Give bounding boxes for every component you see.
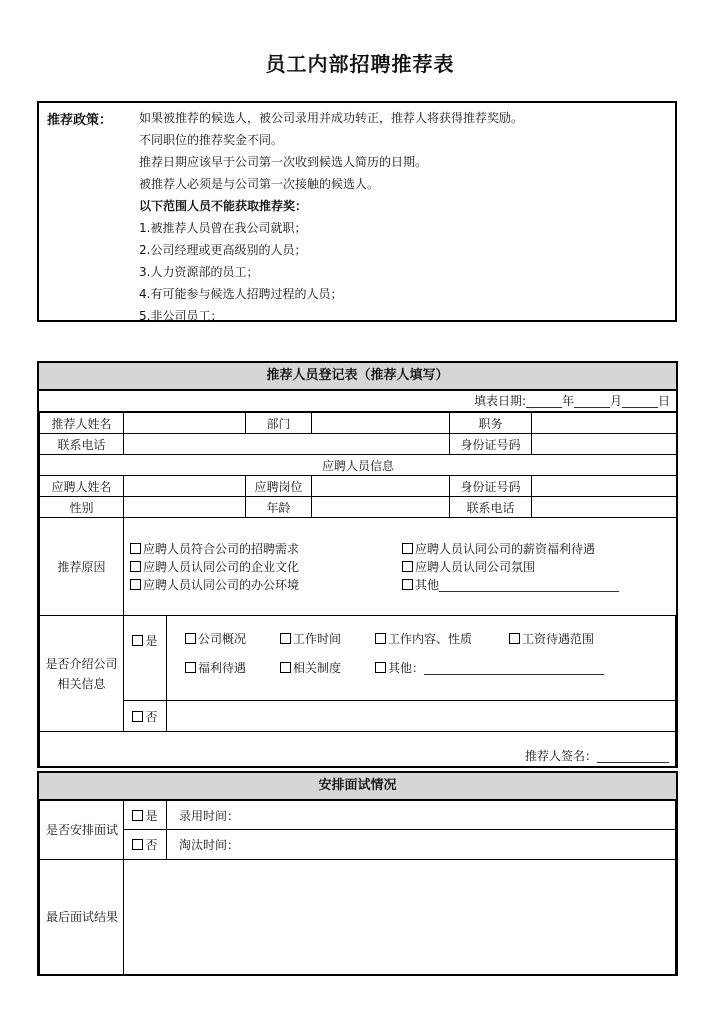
intro-text: 相关制度 bbox=[293, 661, 342, 675]
checkbox-icon bbox=[402, 579, 413, 590]
intro-label: 是否介绍公司相关信息 bbox=[40, 616, 124, 732]
yes-label: 是 bbox=[145, 808, 158, 823]
result-field[interactable] bbox=[124, 860, 676, 975]
intro-text: 工资待遇范围 bbox=[522, 632, 595, 646]
intro-yes[interactable] bbox=[124, 616, 167, 701]
policy-line: 2.公司经理或更高级别的人员； bbox=[139, 243, 307, 257]
arrange-no[interactable] bbox=[124, 830, 167, 860]
phone-field[interactable] bbox=[124, 434, 450, 455]
checkbox-icon bbox=[509, 633, 520, 644]
intro-text: 其他：______________________________ bbox=[388, 661, 605, 675]
applied-post-label: 应聘岗位 bbox=[246, 476, 312, 497]
arrange-yes[interactable] bbox=[124, 801, 167, 830]
checkbox-icon bbox=[402, 561, 413, 572]
checkbox-icon bbox=[375, 633, 386, 644]
interview-form bbox=[37, 771, 678, 976]
intro-option[interactable] bbox=[509, 630, 594, 647]
intro-no-blank bbox=[167, 701, 676, 732]
gender-label: 性别 bbox=[40, 497, 124, 518]
checkbox-icon bbox=[132, 810, 143, 821]
reason-options bbox=[124, 518, 677, 616]
policy-line: 如果被推荐的候选人，被公司录用并成功转正，推荐人将获得推荐奖励。 bbox=[139, 111, 524, 125]
intro-text: 福利待遇 bbox=[198, 661, 247, 675]
referrer-name-label: 推荐人姓名 bbox=[40, 413, 124, 434]
checkbox-icon bbox=[132, 839, 143, 850]
dept-field[interactable] bbox=[312, 413, 450, 434]
intro-option[interactable] bbox=[375, 630, 472, 647]
policy-line: 被推荐人必须是与公司第一次接触的候选人。 bbox=[139, 177, 380, 191]
registration-form bbox=[37, 361, 678, 768]
policy-line: 5.非公司员工； bbox=[139, 309, 223, 323]
policy-lines bbox=[139, 110, 523, 330]
checkbox-icon bbox=[132, 635, 143, 646]
reason-option[interactable] bbox=[402, 540, 595, 557]
applicant-id-field[interactable] bbox=[532, 476, 677, 497]
applicant-info-heading: 应聘人员信息 bbox=[40, 455, 677, 476]
age-field[interactable] bbox=[312, 497, 450, 518]
result-label: 最后面试结果 bbox=[40, 860, 124, 975]
id-field[interactable] bbox=[532, 434, 677, 455]
yes-label: 是 bbox=[145, 634, 158, 648]
phone-label: 联系电话 bbox=[40, 434, 124, 455]
applicant-name-field[interactable] bbox=[124, 476, 246, 497]
form-title: 员工内部招聘推荐表 bbox=[265, 52, 455, 76]
intro-options bbox=[167, 616, 676, 701]
interview-title: 安排面试情况 bbox=[39, 773, 676, 801]
gender-field[interactable] bbox=[124, 497, 246, 518]
policy-line: 不同职位的推荐奖金不同。 bbox=[139, 133, 284, 147]
checkbox-icon bbox=[402, 543, 413, 554]
intro-text: 工作时间 bbox=[293, 632, 342, 646]
reason-text: 其他______________________________ bbox=[415, 578, 620, 592]
reason-text: 应聘人员认同公司的办公环境 bbox=[143, 578, 300, 592]
id-label: 身份证号码 bbox=[450, 434, 532, 455]
reason-text: 应聘人员认同公司的薪资福利待遇 bbox=[415, 542, 596, 556]
reject-time[interactable]: 淘汰时间： bbox=[167, 830, 676, 860]
position-field[interactable] bbox=[532, 413, 677, 434]
applicant-id-label: 身份证号码 bbox=[450, 476, 532, 497]
arrange-label: 是否安排面试 bbox=[40, 801, 124, 860]
intro-option[interactable] bbox=[185, 630, 246, 647]
checkbox-icon bbox=[130, 561, 141, 572]
registration-table bbox=[39, 412, 677, 616]
reason-option[interactable] bbox=[130, 576, 299, 593]
checkbox-icon bbox=[185, 662, 196, 673]
policy-exclusion-heading: 以下范围人员不能获取推荐奖： bbox=[139, 199, 308, 213]
signature[interactable]: 推荐人签名：____________ bbox=[40, 732, 676, 767]
intro-option[interactable] bbox=[185, 659, 246, 676]
position-label: 职务 bbox=[450, 413, 532, 434]
reason-option[interactable] bbox=[130, 558, 299, 575]
intro-table bbox=[39, 616, 676, 766]
intro-text: 工作内容、性质 bbox=[388, 632, 473, 646]
applied-post-field[interactable] bbox=[312, 476, 450, 497]
checkbox-icon bbox=[130, 543, 141, 554]
reason-text: 应聘人员认同公司的企业文化 bbox=[143, 560, 300, 574]
policy-line: 3.人力资源部的员工； bbox=[139, 265, 259, 279]
reason-label: 推荐原因 bbox=[40, 518, 124, 616]
reason-option[interactable] bbox=[130, 540, 299, 557]
checkbox-icon bbox=[185, 633, 196, 644]
intro-no[interactable] bbox=[124, 701, 167, 732]
registration-title: 推荐人员登记表（推荐人填写） bbox=[39, 363, 676, 391]
age-label: 年龄 bbox=[246, 497, 312, 518]
reason-text: 应聘人员符合公司的招聘需求 bbox=[143, 542, 300, 556]
policy-line: 4.有可能参与候选人招聘过程的人员； bbox=[139, 287, 343, 301]
contact-label: 联系电话 bbox=[450, 497, 532, 518]
reason-option[interactable] bbox=[402, 558, 535, 575]
reason-text: 应聘人员认同公司氛围 bbox=[415, 560, 536, 574]
intro-text: 公司概况 bbox=[198, 632, 247, 646]
referrer-name-field[interactable] bbox=[124, 413, 246, 434]
checkbox-icon bbox=[375, 662, 386, 673]
checkbox-icon bbox=[132, 711, 143, 722]
policy-box bbox=[37, 101, 677, 322]
hire-time[interactable]: 录用时间： bbox=[167, 801, 676, 830]
policy-line: 1.被推荐人员曾在我公司就职； bbox=[139, 221, 307, 235]
policy-label: 推荐政策： bbox=[47, 113, 113, 128]
interview-table bbox=[39, 801, 676, 974]
checkbox-icon bbox=[130, 579, 141, 590]
reason-option-other[interactable] bbox=[402, 576, 619, 593]
policy-line: 推荐日期应该早于公司第一次收到候选人简历的日期。 bbox=[139, 155, 428, 169]
no-label: 否 bbox=[145, 838, 158, 853]
checkbox-icon bbox=[280, 633, 291, 644]
no-label: 否 bbox=[145, 709, 158, 724]
intro-option-other[interactable] bbox=[375, 659, 604, 676]
contact-field[interactable] bbox=[532, 497, 677, 518]
intro-option[interactable] bbox=[280, 659, 341, 676]
fill-date[interactable]: 填表日期:______年______月______日 bbox=[39, 391, 676, 412]
dept-label: 部门 bbox=[246, 413, 312, 434]
checkbox-icon bbox=[280, 662, 291, 673]
applicant-name-label: 应聘人姓名 bbox=[40, 476, 124, 497]
intro-option[interactable] bbox=[280, 630, 341, 647]
